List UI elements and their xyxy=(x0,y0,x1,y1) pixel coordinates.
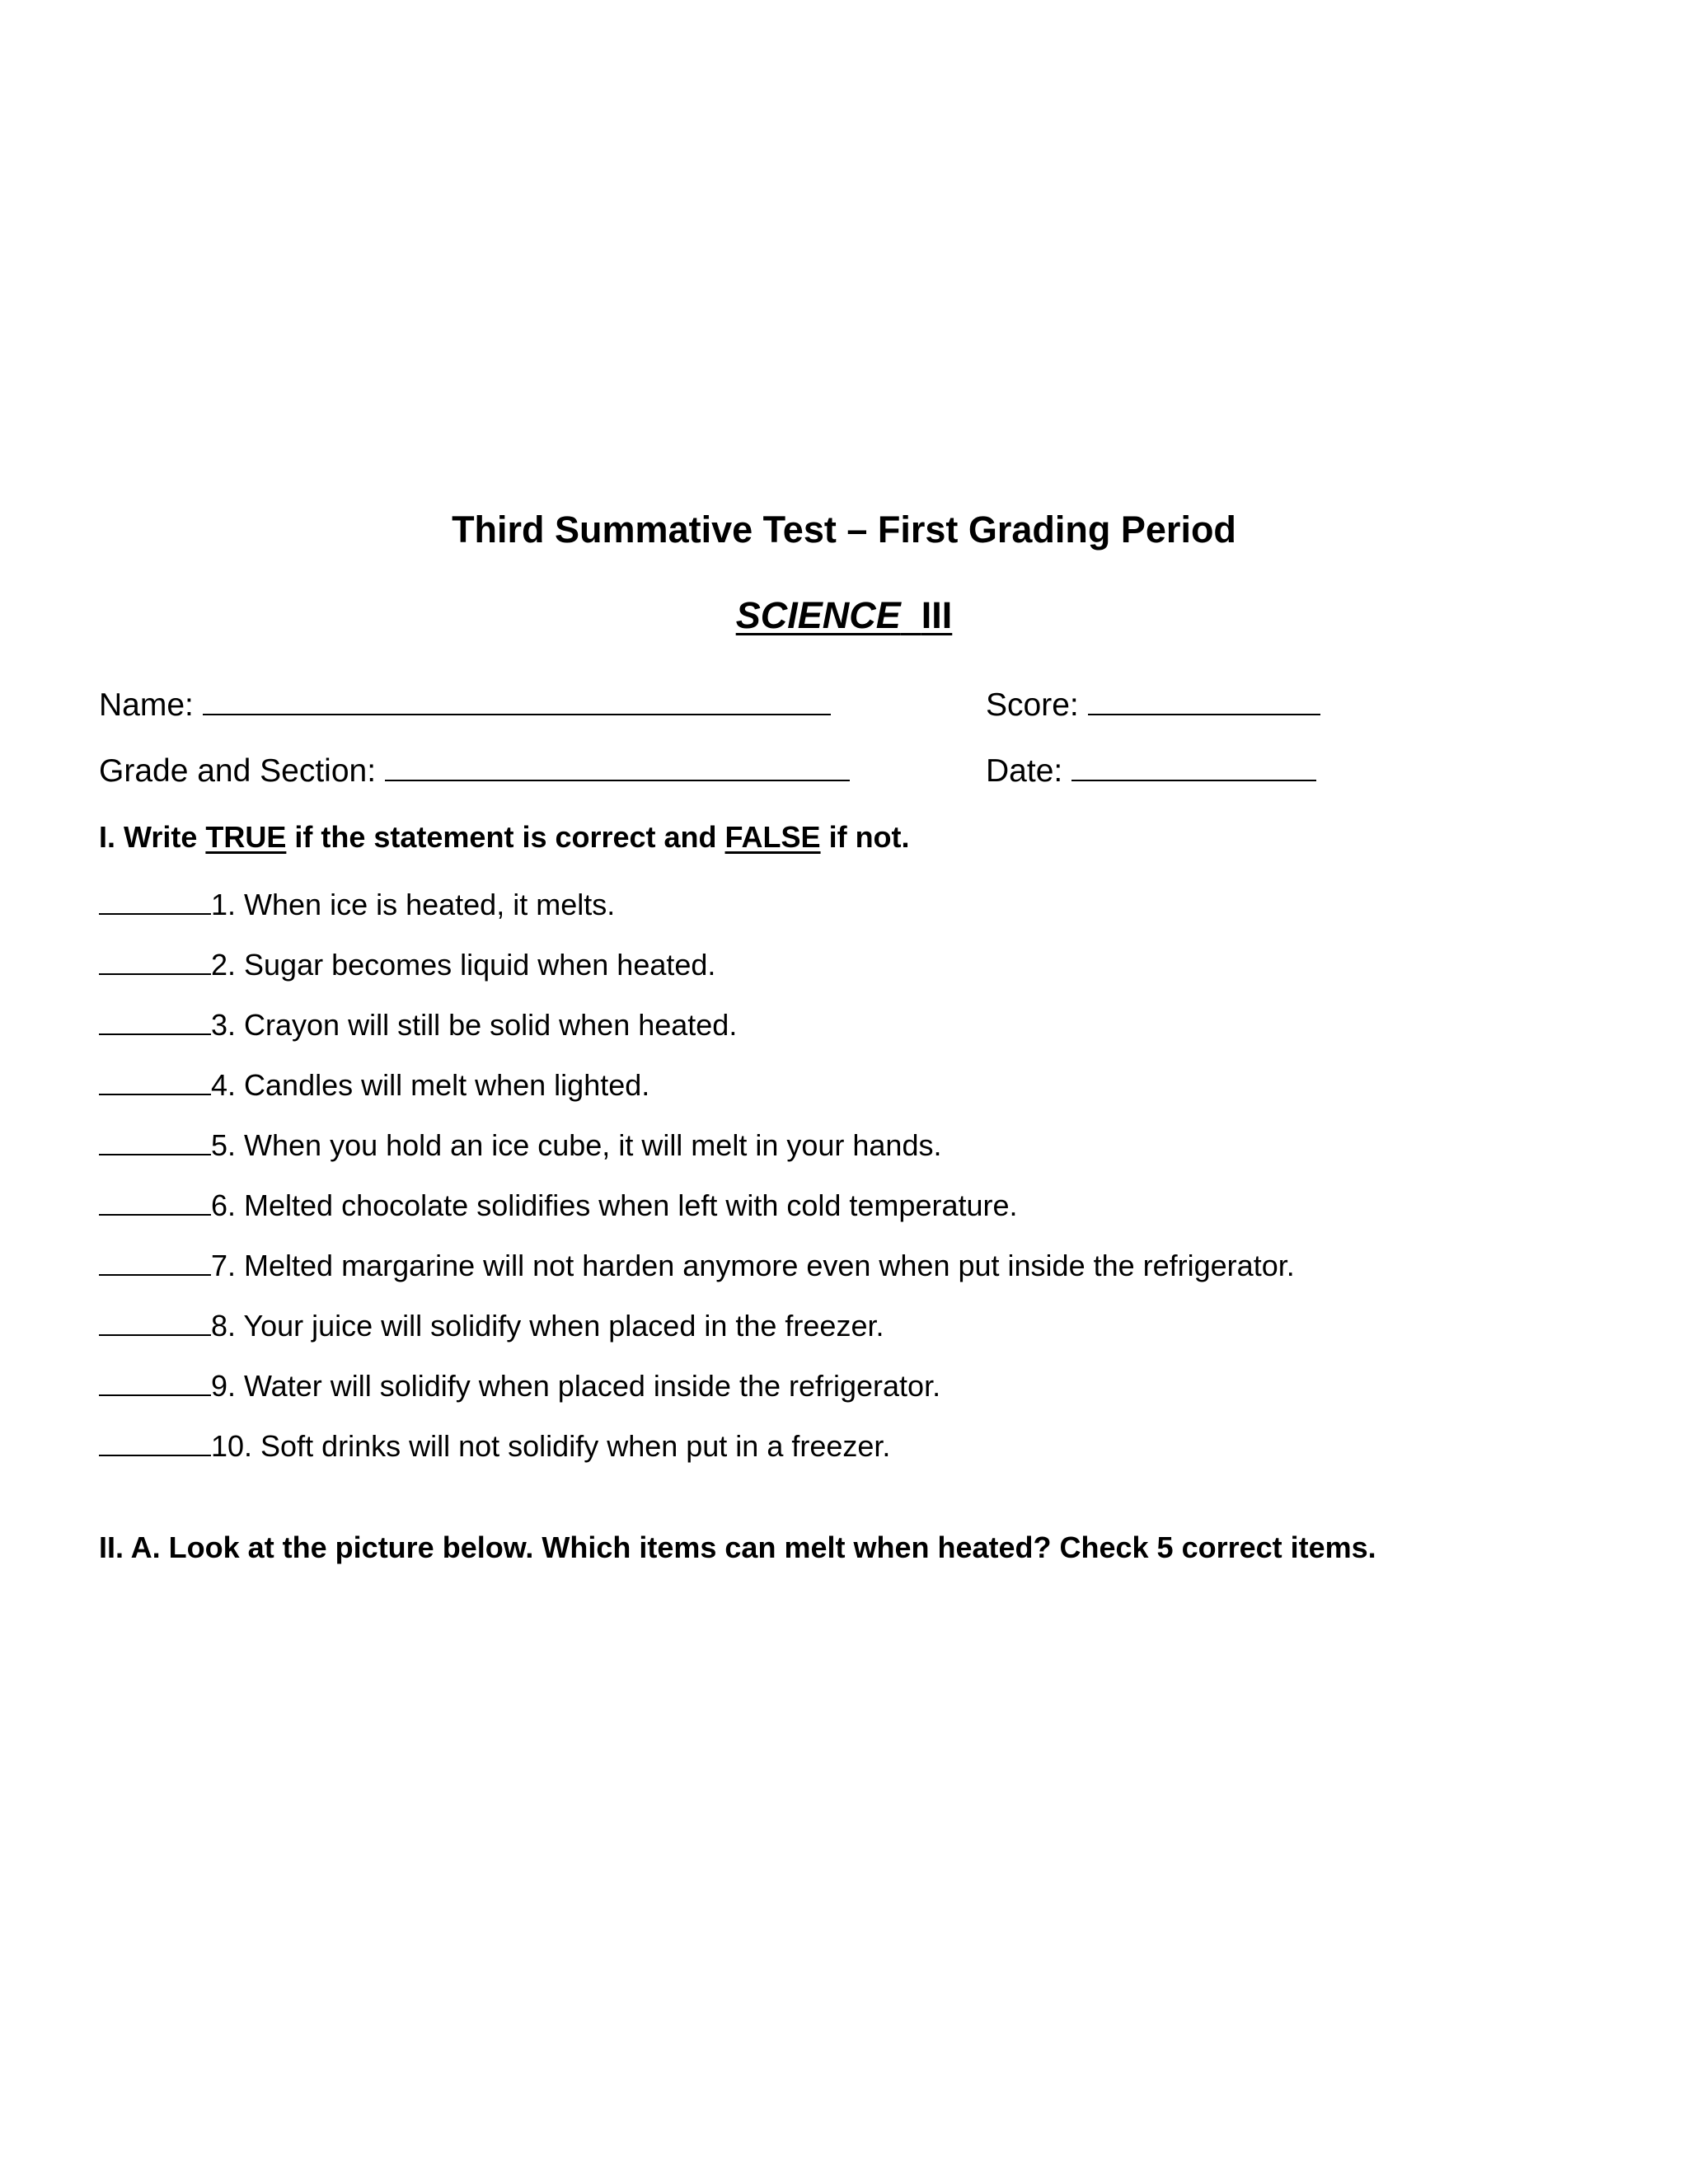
score-blank[interactable] xyxy=(1088,686,1320,715)
subject-heading xyxy=(0,587,1688,644)
answer-blank[interactable] xyxy=(99,1430,211,1456)
date-label: Date: xyxy=(986,753,1063,789)
false-word: FALSE xyxy=(724,820,821,854)
list-item: 2. Sugar becomes liquid when heated. xyxy=(99,940,1295,1001)
answer-blank[interactable] xyxy=(99,1370,211,1396)
true-word: TRUE xyxy=(205,820,287,854)
part2-instruction: II. A. Look at the picture below. Which items can melt when heated? Check 5 correct items. xyxy=(99,1530,1376,1564)
list-item: 6. Melted chocolate solidifies when left with cold temperature. xyxy=(99,1181,1295,1241)
part1-instruction: I. Write TRUE if the statement is correct and FALSE if not. xyxy=(99,820,910,854)
list-item: 9. Water will solidify when placed inside the refrigerator. xyxy=(99,1361,1295,1422)
list-item: 1. When ice is heated, it melts. xyxy=(99,880,1295,940)
answer-blank[interactable] xyxy=(99,1009,211,1035)
answer-blank[interactable] xyxy=(99,1249,211,1276)
answer-blank[interactable] xyxy=(99,1129,211,1155)
list-item: 10. Soft drinks will not solidify when put in a freezer. xyxy=(99,1422,1295,1482)
name-field xyxy=(99,681,831,730)
name-blank[interactable] xyxy=(203,686,831,715)
answer-blank[interactable] xyxy=(99,949,211,975)
list-item: 5. When you hold an ice cube, it will melt in your hands. xyxy=(99,1121,1295,1181)
score-label: Score: xyxy=(986,687,1079,723)
list-item: 4. Candles will melt when lighted. xyxy=(99,1061,1295,1121)
grade-section-field xyxy=(99,747,850,796)
answer-blank[interactable] xyxy=(99,1310,211,1336)
grade-section-label: Grade and Section: xyxy=(99,753,377,789)
subject-underline xyxy=(736,594,953,636)
answer-blank[interactable] xyxy=(99,1189,211,1216)
date-blank[interactable] xyxy=(1071,752,1316,781)
date-field xyxy=(986,747,1316,796)
answer-blank[interactable] xyxy=(99,1069,211,1095)
list-item: 3. Crayon will still be solid when heated. xyxy=(99,1001,1295,1061)
list-item: 8. Your juice will solidify when placed in the freezer. xyxy=(99,1301,1295,1361)
grade-section-blank[interactable] xyxy=(385,752,850,781)
subject-grade: III xyxy=(921,594,953,636)
list-item: 7. Melted margarine will not harden anymore even when put inside the refrigerator. xyxy=(99,1241,1295,1301)
subject-name: SCIENCE xyxy=(735,594,901,636)
name-label: Name: xyxy=(99,687,194,723)
page-title: Third Summative Test – First Grading Period xyxy=(452,509,1236,551)
true-false-list xyxy=(99,880,1295,1482)
score-field xyxy=(986,681,1320,730)
answer-blank[interactable] xyxy=(99,888,211,915)
